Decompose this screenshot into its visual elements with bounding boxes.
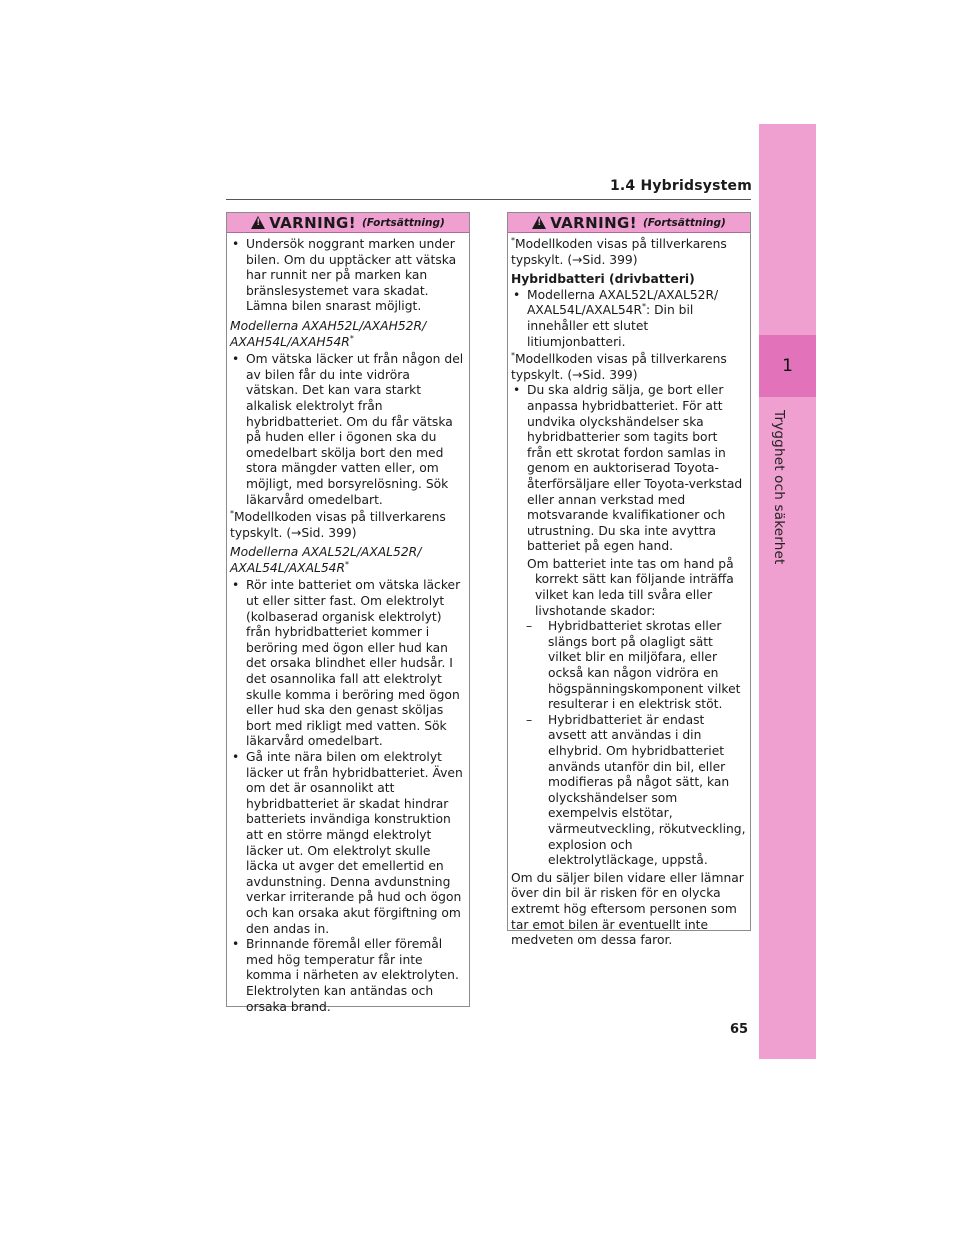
side-tab bbox=[759, 124, 816, 1059]
bullet-item: • Rör inte batteriet om vätska läcker ut eller sitter fast. Om elektrolyt (kolbaserad organisk elektrolyt) från hybridbatteriet kommer i beröring med ögon eller hud kan det orsaka blindhet eller hudsår. I det osannolika fall att elektrolyt skulle komma i beröring med ögon eller hud ska den genast sköljas bort med rikligt med vatten. Sök läkarvård omedelbart. bbox=[232, 578, 461, 749]
warning-label: VARNING! bbox=[550, 213, 637, 232]
chapter-tab bbox=[759, 335, 816, 397]
bullet-item: • Modellerna AXAL52L/AXAL52R/ AXAL54L/AXAL54R*: Din bil innehåller ett slutet litiumjonbatteri. bbox=[513, 287, 719, 349]
footnote: *Modellkoden visas på tillverkarens typskylt. (→Sid. 399) bbox=[511, 351, 727, 382]
warning-header bbox=[508, 213, 750, 233]
continued-label: (Fortsättning) bbox=[361, 216, 445, 229]
closing-paragraph: Om du säljer bilen vidare eller lämnar över din bil är risken för en olycka extremt hög eftersom personen som tar emot bilen är eventuellt inte medveten om dessa faror. bbox=[511, 870, 744, 948]
warning-triangle-icon bbox=[251, 216, 265, 229]
bullet-item: • Brinnande föremål eller föremål med hög temperatur får inte komma i närheten av elektrolyten. Elektrolyten kan antändas och orsaka brand. bbox=[232, 937, 459, 1014]
bullet-item: • Undersök noggrant marken under bilen. Om du upptäcker att vätska har runnit ner på marken kan bränslesystemet vara skadat. Lämna bilen snarast möjligt. bbox=[232, 237, 457, 314]
model-heading: Modellerna AXAH52L/AXAH52R/ AXAH54L/AXAH54R* bbox=[230, 318, 427, 349]
header-divider bbox=[226, 199, 751, 200]
section-title: 1.4 Hybridsystem bbox=[609, 178, 752, 194]
subheading: Hybridbatteri (drivbatteri) bbox=[511, 272, 695, 287]
indented-paragraph: Om batteriet inte tas om hand på korrekt sätt kan följande inträffa vilket kan leda till svåra eller livshotande skador: bbox=[527, 556, 734, 618]
dash-item: – Hybridbatteriet är endast avsett att användas i din elhybrid. Om hybridbatteriet används utanför din bil, eller modifieras på något sätt, kan olyckshändelser som exempelvis elstötar, värmeutveckling, rökutveckling, explosion och elektrolytläckage, uppstå. bbox=[526, 712, 746, 868]
warning-body bbox=[227, 233, 469, 1015]
warning-body bbox=[508, 233, 750, 949]
page-number: 65 bbox=[730, 1022, 749, 1037]
warning-box-right bbox=[507, 212, 751, 948]
warning-triangle-icon bbox=[532, 216, 546, 229]
footnote: *Modellkoden visas på tillverkarens typskylt. (→Sid. 399) bbox=[230, 509, 446, 540]
continued-label: (Fortsättning) bbox=[642, 216, 726, 229]
bullet-item: • Du ska aldrig sälja, ge bort eller anpassa hybridbatteriet. För att undvika olyckshändelser ska hybridbatterier som tagits bort från ett skrotat fordon samlas in genom en auktoriserad Toyota-återförsäljare eller Toyota-verkstad eller annan verkstad med motsvarande kvalifikationer och utrustning. Du ska inte avyttra batteriet på egen hand. bbox=[513, 383, 743, 554]
footnote: *Modellkoden visas på tillverkarens typskylt. (→Sid. 399) bbox=[511, 235, 727, 267]
warning-box-left bbox=[226, 212, 470, 1014]
bullet-item: • Om vätska läcker ut från någon del av bilen får du inte vidröra vätskan. Det kan vara starkt alkalisk elektrolyt från hybridbatteriet. Om du får vätska på huden eller i ögonen ska du omedelbart skölja bort den med stora mängder vatten eller, om möjligt, med borsyrelösning. Sök läkarvård omedelbart. bbox=[232, 352, 464, 507]
warning-header bbox=[227, 213, 469, 233]
model-heading: Modellerna AXAL52L/AXAL52R/ AXAL54L/AXAL54R* bbox=[230, 545, 422, 575]
bullet-item: • Gå inte nära bilen om elektrolyt läcker ut från hybridbatteriet. Även om det är osannolikt att hybridbatteriet är skadat hindrar batteriets invändiga konstruktion att en större mängd elektrolyt läcker ut. Om elektrolyt skulle läcka ut avger det emellertid en avdunstning. Denna avdunstning verkar irriterande på hud och ögon och kan orsaka akut förgiftning om den andas in. bbox=[232, 750, 463, 936]
warning-label: VARNING! bbox=[269, 213, 356, 232]
dash-item: – Hybridbatteriet skrotas eller slängs bort på olagligt sätt vilket blir en miljöfara, eller också kan någon vidröra en högspänningskomponent vilket resulterar i en elektrisk stöt. bbox=[526, 619, 741, 712]
chapter-title: Trygghet och säkerhet bbox=[771, 410, 787, 565]
chapter-number: 1 bbox=[782, 356, 793, 376]
